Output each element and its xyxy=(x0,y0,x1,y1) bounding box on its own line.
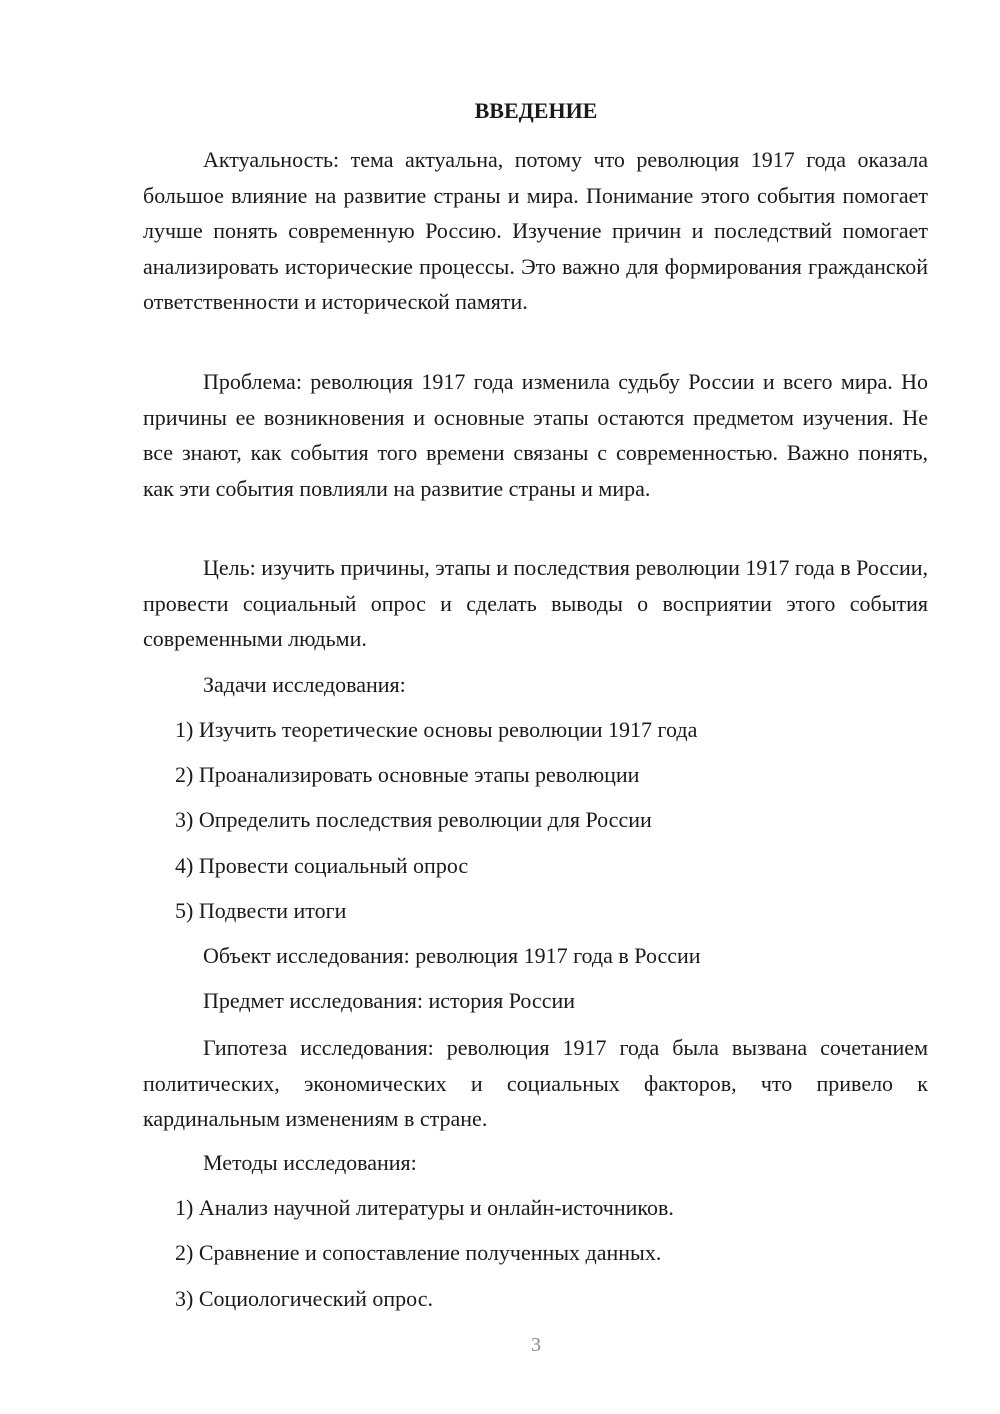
methods-heading: Методы исследования: xyxy=(203,1150,417,1175)
paragraph-problem: Проблема: революция 1917 года изменила судьбу России и всего мира. Но причины ее возникновения и основные этапы остаются предметом изучения. Не все знают, как события того времени связаны с современностью. Важно понять, как эти события повлияли на развитие страны и мира. xyxy=(143,369,928,501)
page-number: 3 xyxy=(531,1334,541,1356)
task-item: 3) Определить последствия революции для России xyxy=(175,807,652,832)
task-item: 5) Подвести итоги xyxy=(175,898,347,923)
page-title: ВВЕДЕНИЕ xyxy=(474,98,598,123)
method-item: 2) Сравнение и сопоставление полученных данных. xyxy=(175,1240,662,1265)
task-item: 4) Провести социальный опрос xyxy=(175,853,469,878)
paragraph-relevance: Актуальность: тема актуальна, потому что революция 1917 года оказала большое влияние на развитие страны и мира. Понимание этого события помогает лучше понять современную Россию. Изучение причин и последствий помогает анализировать исторические процессы. Это важно для формирования гражданской ответственности и исторической памяти. xyxy=(143,147,928,314)
paragraph-hypothesis: Гипотеза исследования: революция 1917 года была вызвана сочетанием политических, экономических и социальных факторов, что привело к кардинальным изменениям в стране. xyxy=(143,1035,928,1131)
task-item: 2) Проанализировать основные этапы революции xyxy=(175,762,640,787)
research-subject: Предмет исследования: история России xyxy=(203,988,576,1013)
tasks-heading: Задачи исследования: xyxy=(203,672,406,697)
paragraph-goal: Цель: изучить причины, этапы и последствия революции 1917 года в России, провести социальный опрос и сделать выводы о восприятии этого события современными людьми. xyxy=(143,555,928,651)
task-item: 1) Изучить теоретические основы революции 1917 года xyxy=(175,717,698,742)
research-object: Объект исследования: революция 1917 года в России xyxy=(203,943,701,968)
method-item: 1) Анализ научной литературы и онлайн-источников. xyxy=(175,1195,674,1220)
method-item: 3) Социологический опрос. xyxy=(175,1286,433,1311)
